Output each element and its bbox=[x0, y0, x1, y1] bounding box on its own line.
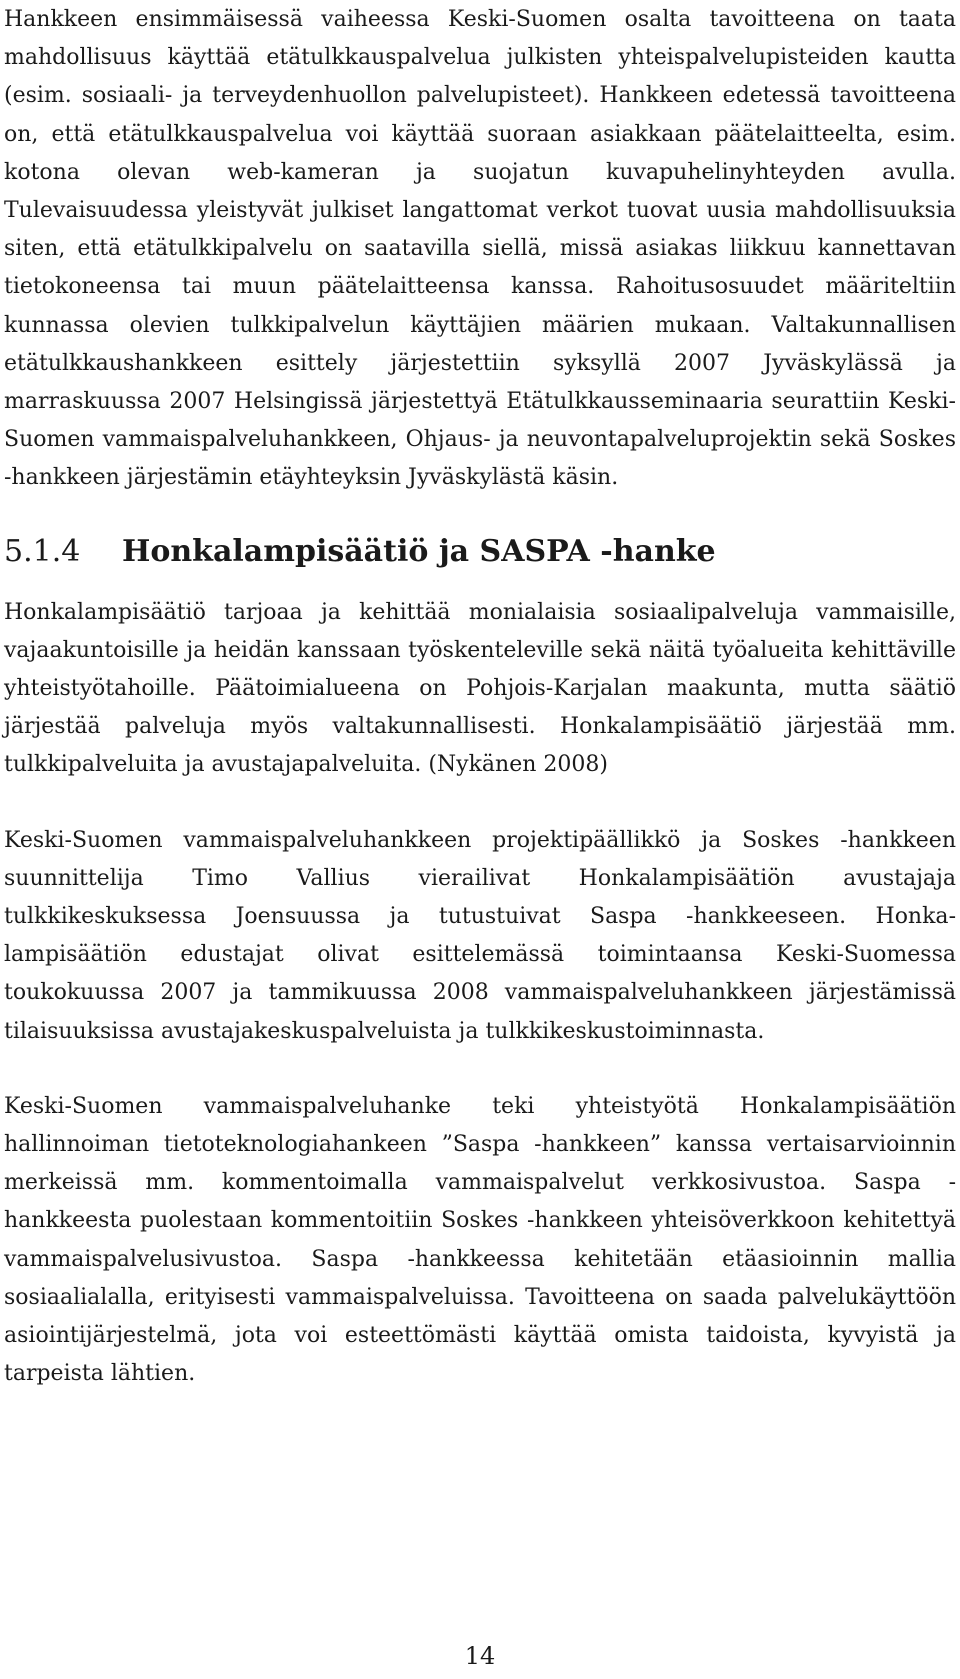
body-paragraph: Keski-Suomen vammaispalveluhankkeen projektipäällikkö ja Soskes -hankkeen suunnittelija Timo Vallius vierailivat Honkalampisäätiön avustajaja tulkkikeskuksessa Joensuussa ja tutustuivat Saspa -hankkeeseen. Honkalampisäätiön edustajat olivat esittelemässä toimintaansa Keski-Suomessa toukokuussa 2007 ja tammikuussa 2008 vammaispalveluhankkeen järjestämissä tilaisuuksissa avustajakeskuspalveluista ja tulkkikeskustoiminnasta. bbox=[4, 827, 956, 1044]
page-number: 14 bbox=[464, 1642, 496, 1670]
body-paragraph: Keski-Suomen vammaispalveluhanke teki yhteistyötä Honkalampisäätiön hallinnoiman tietoteknologiahankeen ”Saspa -hankkeen” kanssa vertaisarvioinnin merkeissä mm. kommentoimalla vammaispalvelut verkkosivustoa. Saspa -hankkeesta puolestaan kommentoitiin Soskes -hankkeen yhteisöverkkoon kehitettyä vammaispalvelusivustoa. Saspa -hankkeessa kehitetään etäasioinnin mallia sosiaalialalla, erityisesti vammaispalveluissa. Tavoitteena on saada palvelukäyttöön asiointijärjestelmä, jota voi esteettömästi käyttää omista taidoista, kyvyistä ja tarpeista lähtien. bbox=[4, 1093, 956, 1387]
document-page bbox=[4, 0, 956, 1394]
paragraph-gap bbox=[4, 785, 956, 822]
paragraph-gap bbox=[4, 1051, 956, 1088]
section-number: 5.1.4 bbox=[4, 533, 81, 569]
section-title: Honkalampisäätiö ja SASPA -hanke bbox=[122, 533, 716, 569]
body-paragraph: Honkalampisäätiö tarjoaa ja kehittää monialaisia sosiaalipalveluja vammaisille, vajaakuntoisille ja heidän kanssaan työskenteleville sekä näitä työalueita kehittäville yhteistyötahoille. Päätoimialueena on Pohjois-Karjalan maakunta, mutta säätiö järjestää palveluja myös valtakunnallisesti. Honkalampisäätiö järjestää mm. tulkkipalveluita ja avustajapalveluita. (Nykänen 2008) bbox=[4, 599, 956, 778]
section-heading bbox=[4, 532, 956, 572]
body-paragraph: Hankkeen ensimmäisessä vaiheessa Keski-Suomen osalta tavoitteena on taata mahdollisuus käyttää etätulkkauspalvelua julkisten yhteispalvelupisteiden kautta (esim. sosiaali- ja terveydenhuollon palvelupisteet). Hankkeen edetessä tavoitteena on, että etätulkkauspalvelua voi käyttää suoraan asiakkaan päätelaitteelta, esim. kotona olevan web-kameran ja suojatun kuvapuhelinyhteyden avulla. Tulevaisuudessa yleistyvät julkiset langattomat verkot tuovat uusia mahdollisuuksia siten, että etätulkkipalvelu on saatavilla siellä, missä asiakas liikkuu kannettavan tietokoneensa tai muun päätelaitteensa kanssa. Rahoitusosuudet määriteltiin kunnassa olevien tulkkipalvelun käyttäjien määrien mukaan. Valtakunnallisen etätulkkaushankkeen esittely järjestettiin syksyllä 2007 Jyväskylässä ja marraskuussa 2007 Helsingissä järjestettyä Etätulkkausseminaaria seurattiin Keski-Suomen vammaispalveluhankkeen, Ohjaus- ja neuvontapalveluprojektin sekä Soskes -hankkeen järjestämin etäyhteyksin Jyväskylästä käsin. bbox=[4, 7, 956, 491]
